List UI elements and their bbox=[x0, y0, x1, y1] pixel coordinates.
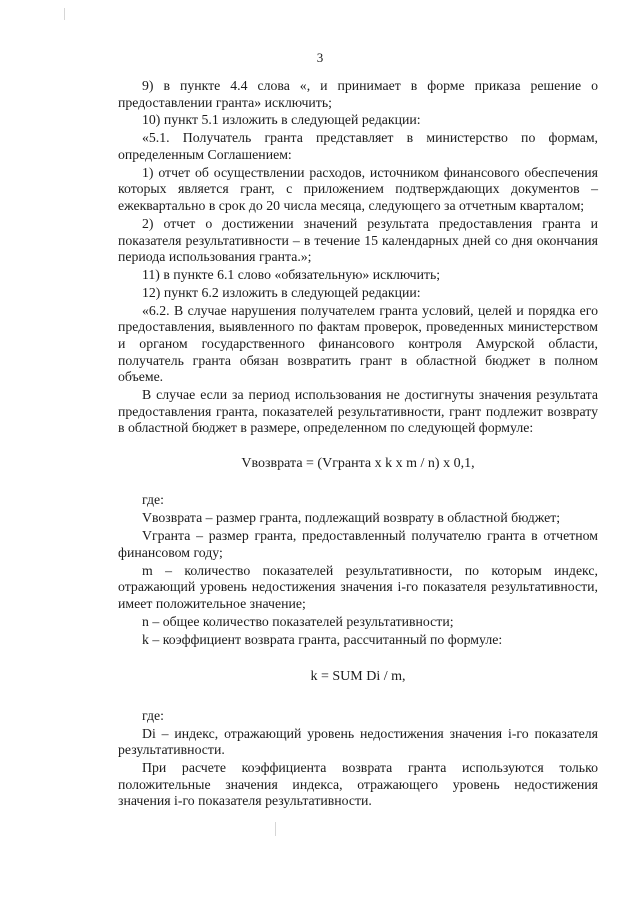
formula-coefficient: k = SUM Di / m, bbox=[310, 669, 406, 685]
paragraph: k – коэффициент возврата гранта, рассчитанный по формуле: bbox=[142, 631, 503, 647]
paragraph: где: bbox=[142, 492, 164, 508]
paragraph: 11) в пункте 6.1 слово «обязательную» исключить; bbox=[142, 267, 441, 283]
paragraph: n – общее количество показателей результативности; bbox=[142, 613, 454, 629]
scan-artifact-line bbox=[275, 822, 276, 836]
paragraph: 12) пункт 6.2 изложить в следующей редакции: bbox=[142, 284, 421, 300]
paragraph: Vгранта – размер гранта, предоставленный получателю гранта в отчетном финансовом году; bbox=[118, 528, 598, 560]
paragraph: В случае если за период использования не достигнуты значения результата предоставления гранта, показателей результативности, грант подлежит возврату в областной бюджет в размере, определенном по следующей формуле: bbox=[118, 387, 598, 436]
paragraph: При расчете коэффициента возврата гранта используются только положительные значения индекса, отражающего уровень недостижения значения i-го показателя результативности. bbox=[118, 760, 598, 809]
paragraph: 1) отчет об осуществлении расходов, источником финансового обеспечения которых является грант, с приложением подтверждающих документов – ежеквартально в срок до 20 числа месяца, следующего за отчетным кварталом; bbox=[118, 164, 598, 214]
paragraph: «5.1. Получатель гранта представляет в министерство по формам, определенным Соглашением: bbox=[118, 130, 598, 162]
paragraph: Di – индекс, отражающий уровень недостижения значения i-го показателя результативности. bbox=[118, 725, 598, 758]
document-body bbox=[118, 78, 598, 811]
scan-artifact-line bbox=[64, 8, 65, 20]
paragraph: где: bbox=[142, 707, 164, 723]
paragraph: Vвозврата – размер гранта, подлежащий возврату в областной бюджет; bbox=[142, 510, 561, 526]
paragraph: «6.2. В случае нарушения получателем гранта условий, целей и порядка его предоставления, выявленного по фактам проверок, проведенных министерством и органом государственного финансового контроля Амурской области, получатель гранта обязан возвратить грант в областной бюджет в полном объеме. bbox=[118, 302, 598, 385]
formula-grant-return: Vвозврата = (Vгранта x k x m / n) x 0,1, bbox=[241, 455, 475, 471]
paragraph: 10) пункт 5.1 изложить в следующей редакции: bbox=[142, 112, 421, 128]
paragraph: m – количество показателей результативности, по которым индекс, отражающий уровень недостижения значения i-го показателя результативности, имеет положительное значение; bbox=[118, 562, 598, 611]
page-number: 3 bbox=[316, 50, 324, 65]
paragraph: 2) отчет о достижении значений результата предоставления гранта и показателя результативности – в течение 15 календарных дней со дня окончания периода использования гранта.»; bbox=[118, 215, 598, 265]
paragraph: 9) в пункте 4.4 слова «, и принимает в форме приказа решение о предоставлении гранта» исключить; bbox=[118, 78, 598, 110]
